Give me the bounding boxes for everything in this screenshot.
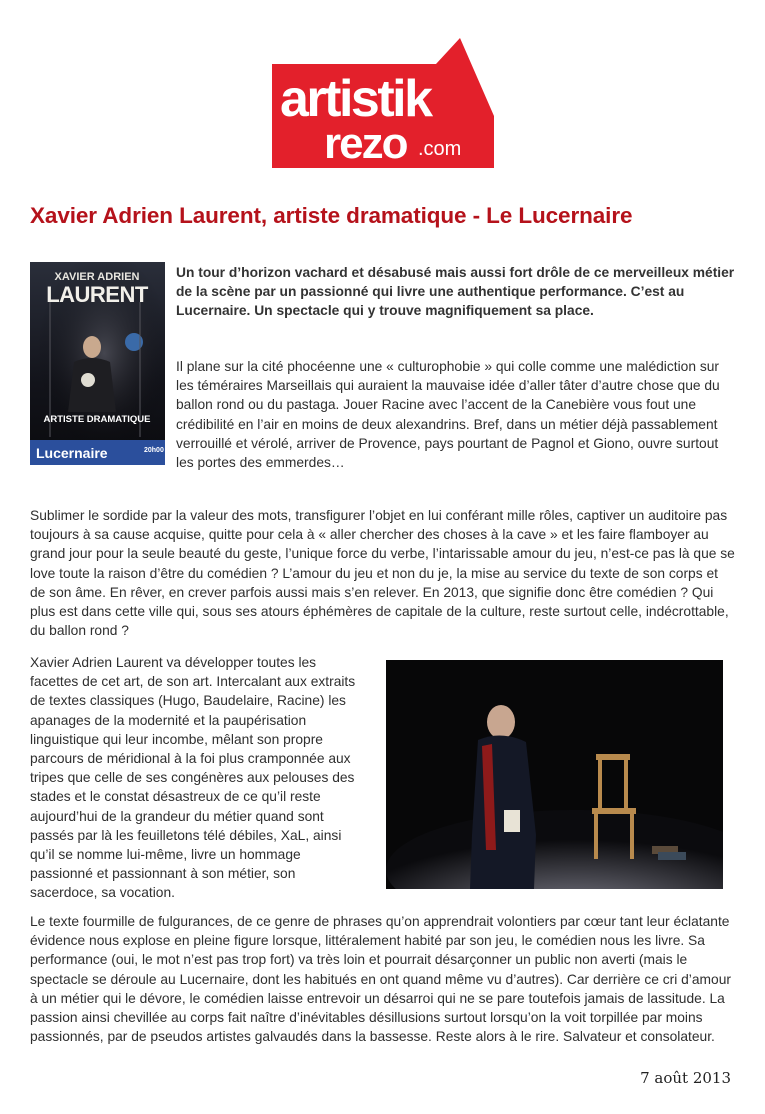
poster-time: 20h00 [144, 447, 164, 454]
article-lead: Un tour d’horizon vachard et désabusé mais aussi fort drôle de ce merveilleux métier de la scène par un passionné qui livre une authentique performance. C’est au Lucernaire. Un spectacle qui y trouve magnifiquement sa place. [176, 265, 735, 319]
poster-show-title: ARTISTE DRAMATIQUE [43, 414, 151, 425]
artistikrezo-logo[interactable] [270, 38, 494, 168]
article-paragraph-3: Xavier Adrien Laurent va développer toutes les facettes de cet art, de son art. Intercalant aux extraits de textes classiques (Hugo, Baudelaire, Racine) les apanages de la modernité et la paupérisation linguistique qui leur incombe, mêlant son propre parcours de méridional à la foi plus cramponnée aux tripes que celle de ses congénères aux pelouses des stades et le constat désastreux de ce qu’il reste aujourd’hui de la grandeur du métier quand sont passés par là les feuilletons télé débiles, XaL, ainsi qu’il se nomme lui-même, livre un hommage passionné et passionnant à son métier, son sacerdoce, sa vocation. [30, 655, 356, 901]
poster-venue: Lucernaire [36, 445, 108, 461]
article-title: Xavier Adrien Laurent, artiste dramatique - Le Lucernaire [30, 203, 633, 228]
article-date: 7 août 2013 [640, 1069, 731, 1087]
poster-name-line1: XAVIER ADRIEN [54, 271, 140, 283]
article-paragraph-4: Le texte fourmille de fulgurances, de ce genre de phrases qu’on apprendrait volontiers par cœur tant leur éclatante évidence nous explose en pleine figure lorsque, littéralement habité par son jeu, le comédien nous les livre. Sa performance (oui, le mot n’est pas trop fort) va très loin et pourrait désarçonner un public non averti (mais le spectacle se déroule au Lucernaire, dont les habitués en ont quand même vu d’autres). Car derrière ce cri d’amour à un métier qui le dévore, le comédien laisse entrevoir un désarroi qui ne se pare toutefois jamais de lassitude. La passion ainsi chevillée au corps fait naître d’inévitables désillusions surtout lorsqu’on la voit torpillée par moins passionnés, par de pseudos artistes galvaudés dans la bassesse. Reste alors à le rire. Salvateur et consolateur. [30, 914, 731, 1045]
stage-photo [386, 660, 723, 889]
article-paragraph-1: Il plane sur la cité phocéenne une « culturophobie » qui colle comme une malédiction sur les téméraires Marseillais qui auraient la mauvaise idée d’aller tâter d’autre chose que du ballon rond ou du pastaga. Jouer Racine avec l’accent de la Canebière vous fout une crédibilité en l’air en moins de deux alexandrins. Bref, dans un métier déjà passablement verrouillé et vérolé, arriver de Provence, pays pourtant de Pagnol et Giono, ouvre surtout les portes des emmerdes… [176, 359, 720, 471]
article-paragraph-2: Sublimer le sordide par la valeur des mots, transfigurer l’objet en lui conférant mille rôles, captiver un auditoire pas toujours à sa cause acquise, quitte pour cela à « aller chercher des choses à la cave » et les faire flamboyer au grand jour pour la seule beauté du geste, l’unique force du verbe, l’intarissable amour du jeu, n’est-ce pas là que se love toute la raison d’être du comédien ? L’amour du jeu et non du je, la mise au service du texte de son corps et de son âme. En rêver, en crever parfois aussi mais s’en relever. En 2013, que signifie donc être comédien ? Qui plus est dans cette ville qui, sous ses atours éphémères de capitale de la culture, reste surtout celle, indécrottable, du ballon rond ? [30, 508, 735, 639]
show-poster-image [30, 262, 165, 465]
logo-suffix: .com [418, 138, 462, 160]
logo-line2: rezo [324, 119, 407, 168]
poster-name-line2: LAURENT [46, 282, 148, 307]
logo-line1: artistik [280, 70, 431, 128]
